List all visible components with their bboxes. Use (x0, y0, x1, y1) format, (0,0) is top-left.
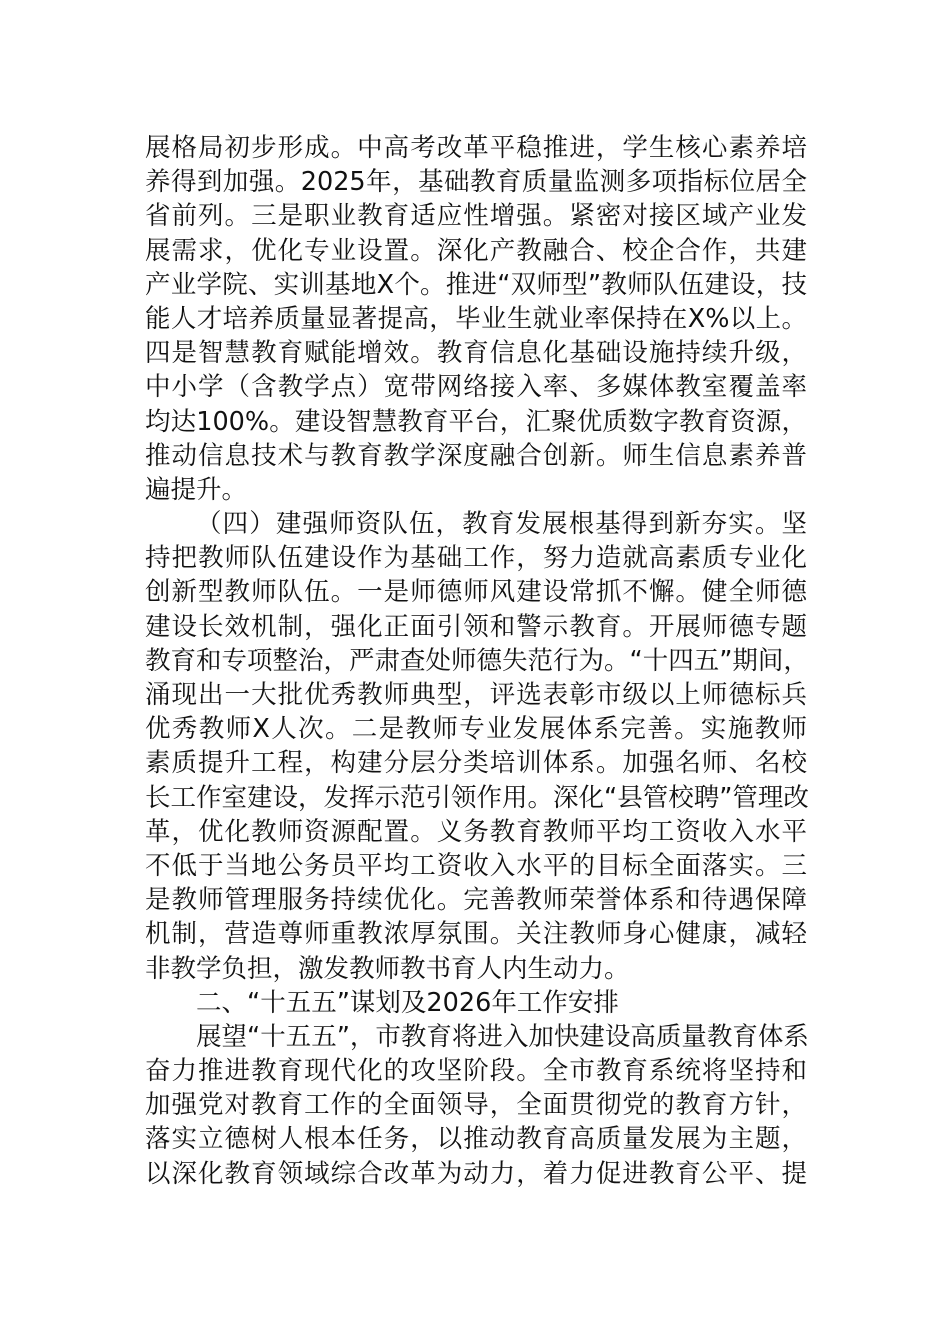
text-line: 产业学院、实训基地X个。推进“双师型”教师队伍建设，技 (145, 269, 807, 300)
text-line: 能人才培养质量显著提高，毕业生就业率保持在X%以上。 (145, 303, 807, 334)
text-line: 优秀教师X人次。二是教师专业发展体系完善。实施教师 (145, 714, 807, 745)
text-line: 遍提升。 (145, 474, 248, 505)
text-line: 建设长效机制，强化正面引领和警示教育。开展师德专题 (145, 611, 807, 642)
text-line: 是教师管理服务持续优化。完善教师荣誉体系和待遇保障 (145, 885, 807, 916)
text-line: 非教学负担，激发教师教书育人内生动力。 (145, 953, 630, 984)
document-page (145, 131, 807, 1191)
text-line: 涌现出一大批优秀教师典型，评选表彰市级以上师德标兵 (145, 680, 807, 710)
text-line: 省前列。三是职业教育适应性增强。紧密对接区域产业发 (145, 201, 807, 232)
text-line: 展需求，优化专业设置。深化产教融合、校企合作，共建 (145, 235, 807, 266)
text-line: 以深化教育领域综合改革为动力，着力促进教育公平、提 (145, 1158, 807, 1189)
text-line: 教育和专项整治，严肃查处师德失范行为。“十四五”期间， (145, 645, 809, 676)
text-line: 推动信息技术与教育教学深度融合创新。师生信息素养普 (145, 440, 807, 471)
text-line: 机制，营造尊师重教浓厚氛围。关注教师身心健康，减轻 (145, 919, 807, 950)
text-line: 中小学（含教学点）宽带网络接入率、多媒体教室覆盖率 (145, 372, 807, 403)
text-line: 持把教师队伍建设作为基础工作，努力造就高素质专业化 (145, 543, 807, 574)
section-paragraph-start: （四）建强师资队伍，教育发展根基得到新夯实。坚 (196, 509, 807, 540)
text-line: 长工作室建设，发挥示范引领作用。深化“县管校聘”管理改 (145, 782, 809, 813)
text-line: 不低于当地公务员平均工资收入水平的目标全面落实。三 (145, 850, 807, 881)
text-line: 奋力推进教育现代化的攻坚阶段。全市教育系统将坚持和 (145, 1056, 807, 1087)
paragraph-start: 展望“十五五”，市教育将进入加快建设高质量教育体系 (196, 1021, 809, 1052)
text-line: 均达100%。建设智慧教育平台，汇聚优质数字教育资源， (145, 406, 807, 437)
text-line: 落实立德树人根本任务，以推动教育高质量发展为主题， (145, 1124, 807, 1155)
text-line: 展格局初步形成。中高考改革平稳推进，学生核心素养培 (145, 133, 807, 163)
text-line: 加强党对教育工作的全面领导，全面贯彻党的教育方针， (145, 1090, 807, 1121)
text-line: 创新型教师队伍。一是师德师风建设常抓不懈。健全师德 (145, 577, 807, 608)
section-heading: 二、“十五五”谋划及2026年工作安排 (196, 987, 619, 1018)
text-line: 养得到加强。2025年，基础教育质量监测多项指标位居全 (145, 167, 807, 198)
text-line: 革，优化教师资源配置。义务教育教师平均工资收入水平 (145, 816, 807, 847)
text-line: 四是智慧教育赋能增效。教育信息化基础设施持续升级， (145, 338, 807, 369)
text-line: 素质提升工程，构建分层分类培训体系。加强名师、名校 (145, 748, 807, 779)
